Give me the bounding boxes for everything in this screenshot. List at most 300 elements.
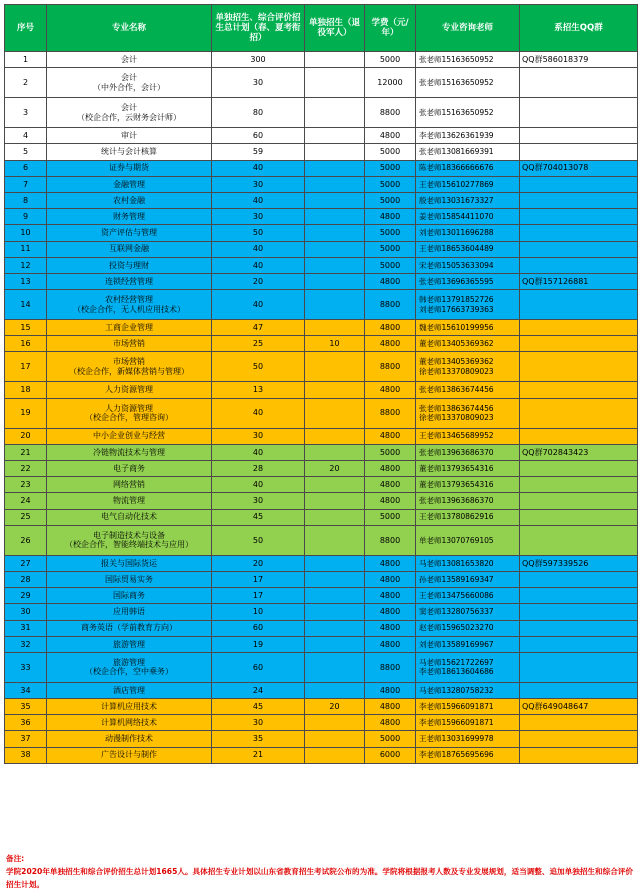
cell-fee: 6000 [365, 747, 416, 763]
cell-teacher: 董老师13793654316 [416, 477, 520, 493]
cell-plan: 47 [212, 320, 305, 336]
cell-no: 20 [5, 428, 47, 444]
cell-plan: 50 [212, 525, 305, 555]
cell-veteran [305, 225, 365, 241]
cell-teacher: 王老师15610277869 [416, 176, 520, 192]
cell-plan: 40 [212, 477, 305, 493]
cell-fee: 12000 [365, 68, 416, 98]
cell-fee: 5000 [365, 160, 416, 176]
cell-plan: 20 [212, 555, 305, 571]
cell-plan: 45 [212, 699, 305, 715]
cell-fee: 4800 [365, 382, 416, 398]
cell-major: 计算机网络技术 [47, 715, 212, 731]
cell-veteran [305, 290, 365, 320]
table-row [5, 257, 638, 273]
cell-no: 30 [5, 604, 47, 620]
cell-no: 5 [5, 144, 47, 160]
cell-qq [520, 382, 638, 398]
cell-veteran [305, 444, 365, 460]
cell-veteran [305, 352, 365, 382]
cell-teacher: 马老师13280758232 [416, 682, 520, 698]
cell-veteran [305, 273, 365, 289]
cell-veteran [305, 160, 365, 176]
cell-qq [520, 747, 638, 763]
cell-plan: 25 [212, 336, 305, 352]
table-row [5, 290, 638, 320]
cell-no: 23 [5, 477, 47, 493]
cell-major: 人力资源管理 [47, 382, 212, 398]
cell-veteran [305, 52, 365, 68]
cell-plan: 10 [212, 604, 305, 620]
cell-no: 37 [5, 731, 47, 747]
cell-fee: 4800 [365, 493, 416, 509]
cell-fee: 4800 [365, 461, 416, 477]
cell-plan: 21 [212, 747, 305, 763]
cell-veteran [305, 652, 365, 682]
remarks-title: 备注: [6, 854, 25, 863]
cell-veteran [305, 398, 365, 428]
cell-fee: 4800 [365, 682, 416, 698]
cell-no: 12 [5, 257, 47, 273]
cell-major: 计算机应用技术 [47, 699, 212, 715]
table-row [5, 699, 638, 715]
cell-teacher: 陈老师18366666676 [416, 160, 520, 176]
cell-fee: 4800 [365, 555, 416, 571]
cell-qq: QQ群597339526 [520, 555, 638, 571]
cell-teacher: 张老师13963686370 [416, 493, 520, 509]
cell-veteran: 20 [305, 699, 365, 715]
cell-major: 冷链物流技术与管理 [47, 444, 212, 460]
cell-major: 财务管理 [47, 209, 212, 225]
cell-no: 10 [5, 225, 47, 241]
cell-plan: 40 [212, 398, 305, 428]
cell-plan: 60 [212, 652, 305, 682]
cell-no: 3 [5, 98, 47, 128]
cell-teacher: 刘老师13589169967 [416, 636, 520, 652]
cell-teacher: 李老师18765695696 [416, 747, 520, 763]
cell-major: 会计 [47, 52, 212, 68]
cell-major: 国际贸易实务 [47, 571, 212, 587]
cell-no: 1 [5, 52, 47, 68]
cell-fee: 8800 [365, 398, 416, 428]
cell-teacher: 刘老师13011696288 [416, 225, 520, 241]
cell-major: 电气自动化技术 [47, 509, 212, 525]
cell-qq: QQ群704013078 [520, 160, 638, 176]
table-row [5, 588, 638, 604]
cell-major: 资产评估与管理 [47, 225, 212, 241]
cell-fee: 4800 [365, 128, 416, 144]
cell-teacher: 董老师13793654316 [416, 461, 520, 477]
cell-no: 14 [5, 290, 47, 320]
cell-veteran [305, 604, 365, 620]
header-fee: 学费（元/年） [365, 5, 416, 52]
cell-no: 35 [5, 699, 47, 715]
cell-fee: 5000 [365, 731, 416, 747]
cell-no: 13 [5, 273, 47, 289]
cell-teacher: 张老师15163650952 [416, 98, 520, 128]
cell-qq [520, 461, 638, 477]
table-row [5, 382, 638, 398]
cell-no: 15 [5, 320, 47, 336]
cell-veteran [305, 747, 365, 763]
cell-major: 市场营销 （校企合作，新媒体营销与管理） [47, 352, 212, 382]
cell-major: 报关与国际货运 [47, 555, 212, 571]
cell-teacher: 王老师13465689952 [416, 428, 520, 444]
cell-veteran [305, 509, 365, 525]
cell-plan: 30 [212, 493, 305, 509]
table-row [5, 555, 638, 571]
cell-fee: 8800 [365, 290, 416, 320]
table-row [5, 715, 638, 731]
cell-major: 应用韩语 [47, 604, 212, 620]
cell-veteran [305, 144, 365, 160]
cell-major: 农村经营管理 （校企合作，无人机应用技术） [47, 290, 212, 320]
enrollment-table-sheet [4, 4, 637, 764]
cell-teacher: 姜老师15854411070 [416, 209, 520, 225]
cell-fee: 4800 [365, 699, 416, 715]
cell-qq [520, 525, 638, 555]
cell-qq [520, 352, 638, 382]
cell-qq [520, 571, 638, 587]
cell-major: 审计 [47, 128, 212, 144]
cell-teacher: 张老师13963686370 [416, 444, 520, 460]
cell-veteran [305, 682, 365, 698]
cell-veteran [305, 588, 365, 604]
cell-qq [520, 588, 638, 604]
cell-no: 6 [5, 160, 47, 176]
cell-qq [520, 144, 638, 160]
cell-no: 8 [5, 192, 47, 208]
cell-major: 旅游管理 （校企合作，空中乘务） [47, 652, 212, 682]
cell-qq [520, 620, 638, 636]
cell-plan: 30 [212, 68, 305, 98]
cell-fee: 5000 [365, 176, 416, 192]
cell-no: 29 [5, 588, 47, 604]
cell-major: 广告设计与制作 [47, 747, 212, 763]
table-row [5, 273, 638, 289]
cell-plan: 40 [212, 290, 305, 320]
cell-fee: 5000 [365, 241, 416, 257]
cell-fee: 4800 [365, 336, 416, 352]
cell-teacher: 张老师13696365595 [416, 273, 520, 289]
cell-major: 投资与理财 [47, 257, 212, 273]
cell-major: 统计与会计核算 [47, 144, 212, 160]
cell-teacher: 李老师15966091871 [416, 699, 520, 715]
cell-qq [520, 715, 638, 731]
cell-fee: 4800 [365, 620, 416, 636]
cell-major: 酒店管理 [47, 682, 212, 698]
cell-veteran [305, 241, 365, 257]
cell-qq: QQ群586018379 [520, 52, 638, 68]
cell-no: 7 [5, 176, 47, 192]
cell-teacher: 张老师15163650952 [416, 68, 520, 98]
table-row [5, 398, 638, 428]
cell-plan: 24 [212, 682, 305, 698]
cell-no: 21 [5, 444, 47, 460]
cell-major: 互联网金融 [47, 241, 212, 257]
cell-veteran [305, 257, 365, 273]
cell-major: 金融管理 [47, 176, 212, 192]
cell-fee: 5000 [365, 509, 416, 525]
cell-qq [520, 68, 638, 98]
cell-plan: 40 [212, 257, 305, 273]
cell-major: 动漫制作技术 [47, 731, 212, 747]
header-veteran: 单独招生（退役军人） [305, 5, 365, 52]
cell-plan: 50 [212, 352, 305, 382]
cell-teacher: 李老师13626361939 [416, 128, 520, 144]
cell-major: 农村金融 [47, 192, 212, 208]
cell-fee: 8800 [365, 652, 416, 682]
cell-no: 19 [5, 398, 47, 428]
table-row [5, 192, 638, 208]
cell-major: 人力资源管理 （校企合作，管理咨询） [47, 398, 212, 428]
cell-major: 电子商务 [47, 461, 212, 477]
remarks [6, 852, 636, 891]
cell-qq [520, 682, 638, 698]
cell-qq [520, 209, 638, 225]
cell-fee: 4800 [365, 571, 416, 587]
cell-qq [520, 176, 638, 192]
header-plan: 单独招生、综合评价招生总计划（春、夏考衔招） [212, 5, 305, 52]
cell-plan: 59 [212, 144, 305, 160]
cell-major: 连锁经营管理 [47, 273, 212, 289]
cell-qq [520, 257, 638, 273]
table-row [5, 461, 638, 477]
cell-veteran [305, 477, 365, 493]
cell-plan: 30 [212, 176, 305, 192]
table-row [5, 444, 638, 460]
cell-plan: 20 [212, 273, 305, 289]
cell-qq [520, 604, 638, 620]
cell-teacher: 张老师15163650952 [416, 52, 520, 68]
cell-veteran [305, 555, 365, 571]
cell-plan: 30 [212, 715, 305, 731]
table-row [5, 241, 638, 257]
cell-veteran: 10 [305, 336, 365, 352]
cell-major: 市场营销 [47, 336, 212, 352]
table-row [5, 176, 638, 192]
cell-teacher: 魏老师15610199956 [416, 320, 520, 336]
cell-no: 26 [5, 525, 47, 555]
cell-fee: 4800 [365, 588, 416, 604]
cell-plan: 60 [212, 128, 305, 144]
cell-no: 27 [5, 555, 47, 571]
cell-teacher: 董老师13405369362 徐老师13370809023 [416, 352, 520, 382]
cell-veteran [305, 636, 365, 652]
cell-major: 工商企业管理 [47, 320, 212, 336]
table-body [5, 52, 638, 764]
table-row [5, 604, 638, 620]
cell-major: 电子制造技术与设备 （校企合作，智能终端技术与应用） [47, 525, 212, 555]
cell-major: 会计 （中外合作，会计） [47, 68, 212, 98]
cell-teacher: 王老师13475660086 [416, 588, 520, 604]
cell-teacher: 董老师13405369362 [416, 336, 520, 352]
cell-teacher: 王老师18653604489 [416, 241, 520, 257]
cell-teacher: 宋老师15053633094 [416, 257, 520, 273]
cell-qq [520, 128, 638, 144]
cell-major: 会计 （校企合作，云财务会计师） [47, 98, 212, 128]
cell-no: 18 [5, 382, 47, 398]
cell-qq [520, 493, 638, 509]
cell-major: 网络营销 [47, 477, 212, 493]
cell-fee: 4800 [365, 273, 416, 289]
cell-qq [520, 320, 638, 336]
cell-teacher: 王老师13780862916 [416, 509, 520, 525]
cell-plan: 300 [212, 52, 305, 68]
cell-veteran [305, 68, 365, 98]
cell-veteran [305, 128, 365, 144]
cell-teacher: 单老师13070769105 [416, 525, 520, 555]
cell-veteran [305, 493, 365, 509]
cell-major: 证券与期货 [47, 160, 212, 176]
table-row [5, 160, 638, 176]
cell-qq [520, 225, 638, 241]
cell-no: 24 [5, 493, 47, 509]
header-teacher: 专业咨询老师 [416, 5, 520, 52]
cell-no: 32 [5, 636, 47, 652]
cell-veteran [305, 98, 365, 128]
cell-plan: 80 [212, 98, 305, 128]
cell-fee: 4800 [365, 715, 416, 731]
cell-qq [520, 428, 638, 444]
cell-qq [520, 731, 638, 747]
cell-fee: 8800 [365, 352, 416, 382]
cell-fee: 5000 [365, 257, 416, 273]
cell-fee: 5000 [365, 192, 416, 208]
cell-plan: 35 [212, 731, 305, 747]
table-row [5, 477, 638, 493]
cell-veteran [305, 571, 365, 587]
table-row [5, 352, 638, 382]
cell-veteran [305, 620, 365, 636]
remarks-text: 学院2020年单独招生和综合评价招生总计划1665人。具体招生专业计划以山东省教育招生考试院公布的为准。学院将根据报考人数及专业发展规划，适当调整、追加单独招生和综合评价招生计划。 [6, 867, 633, 889]
header-major: 专业名称 [47, 5, 212, 52]
table-row [5, 225, 638, 241]
cell-fee: 8800 [365, 98, 416, 128]
cell-no: 22 [5, 461, 47, 477]
cell-veteran: 20 [305, 461, 365, 477]
table-row [5, 493, 638, 509]
table-row [5, 336, 638, 352]
cell-fee: 4800 [365, 209, 416, 225]
header-qq: 系招生QQ群 [520, 5, 638, 52]
cell-veteran [305, 382, 365, 398]
table-row [5, 682, 638, 698]
cell-no: 34 [5, 682, 47, 698]
header-row [5, 5, 638, 52]
cell-fee: 5000 [365, 144, 416, 160]
table-row [5, 320, 638, 336]
cell-no: 36 [5, 715, 47, 731]
cell-qq [520, 477, 638, 493]
cell-no: 28 [5, 571, 47, 587]
cell-no: 9 [5, 209, 47, 225]
cell-veteran [305, 731, 365, 747]
cell-no: 25 [5, 509, 47, 525]
cell-teacher: 韩老师13791852726 刘老师17663739363 [416, 290, 520, 320]
cell-veteran [305, 428, 365, 444]
cell-qq: QQ群649048647 [520, 699, 638, 715]
cell-major: 国际商务 [47, 588, 212, 604]
cell-no: 33 [5, 652, 47, 682]
cell-teacher: 孙老师13589169347 [416, 571, 520, 587]
cell-fee: 4800 [365, 636, 416, 652]
cell-veteran [305, 192, 365, 208]
cell-teacher: 张老师13863674456 [416, 382, 520, 398]
cell-plan: 60 [212, 620, 305, 636]
cell-plan: 45 [212, 509, 305, 525]
cell-teacher: 窦老师13280756337 [416, 604, 520, 620]
cell-fee: 4800 [365, 604, 416, 620]
cell-teacher: 赵老师15965023270 [416, 620, 520, 636]
cell-no: 16 [5, 336, 47, 352]
table-row [5, 128, 638, 144]
cell-fee: 5000 [365, 225, 416, 241]
cell-plan: 40 [212, 241, 305, 257]
table-row [5, 209, 638, 225]
table-row [5, 620, 638, 636]
cell-teacher: 马老师13081653820 [416, 555, 520, 571]
cell-qq [520, 98, 638, 128]
cell-qq [520, 290, 638, 320]
table-row [5, 509, 638, 525]
cell-veteran [305, 209, 365, 225]
cell-qq: QQ群157126881 [520, 273, 638, 289]
cell-qq [520, 652, 638, 682]
cell-major: 中小企业创业与经营 [47, 428, 212, 444]
table-row [5, 571, 638, 587]
table-row [5, 525, 638, 555]
cell-fee: 5000 [365, 52, 416, 68]
cell-fee: 4800 [365, 477, 416, 493]
cell-plan: 50 [212, 225, 305, 241]
cell-qq: QQ群702843423 [520, 444, 638, 460]
cell-qq [520, 398, 638, 428]
cell-qq [520, 509, 638, 525]
cell-no: 11 [5, 241, 47, 257]
cell-teacher: 张老师13081669391 [416, 144, 520, 160]
cell-qq [520, 636, 638, 652]
table-row [5, 428, 638, 444]
cell-plan: 40 [212, 160, 305, 176]
table-row [5, 68, 638, 98]
table-row [5, 52, 638, 68]
cell-teacher: 李老师15966091871 [416, 715, 520, 731]
cell-plan: 40 [212, 192, 305, 208]
cell-teacher: 殷老师13031673327 [416, 192, 520, 208]
cell-fee: 4800 [365, 320, 416, 336]
cell-plan: 30 [212, 428, 305, 444]
enrollment-table [4, 4, 638, 764]
cell-plan: 19 [212, 636, 305, 652]
cell-qq [520, 241, 638, 257]
cell-fee: 4800 [365, 428, 416, 444]
cell-no: 38 [5, 747, 47, 763]
cell-plan: 30 [212, 209, 305, 225]
cell-veteran [305, 715, 365, 731]
cell-plan: 28 [212, 461, 305, 477]
cell-plan: 17 [212, 588, 305, 604]
cell-major: 物流管理 [47, 493, 212, 509]
cell-major: 旅游管理 [47, 636, 212, 652]
cell-plan: 13 [212, 382, 305, 398]
table-row [5, 636, 638, 652]
table-row [5, 731, 638, 747]
cell-veteran [305, 525, 365, 555]
cell-major: 商务英语（学前教育方向） [47, 620, 212, 636]
cell-plan: 40 [212, 444, 305, 460]
cell-veteran [305, 320, 365, 336]
